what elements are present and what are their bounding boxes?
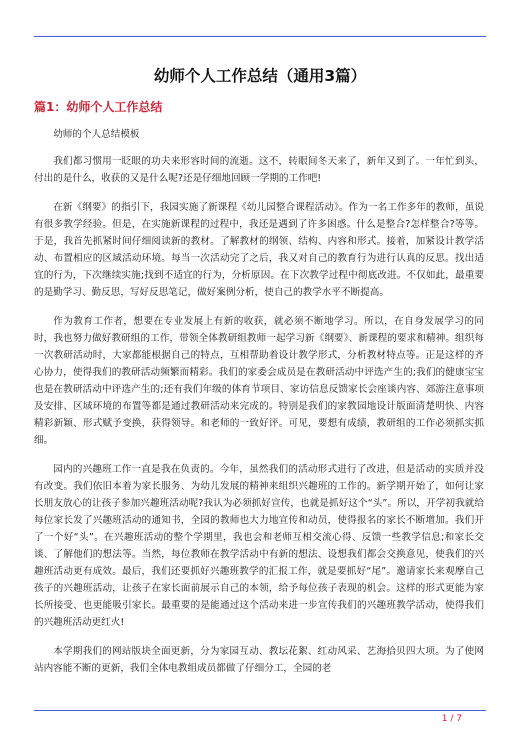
paragraph-interest-class: 园内的兴趣班工作一直是我在负责的。今年，虽然我们的活动形式进行了改进，但是活动的实质并没有改变。我们依旧本着为家长服务、为幼儿发展的精神来组织兴趣班的工作的。新学期开始了，如何让家长朋友放心的让孩子参加兴趣班活动呢?我认为必须抓好宣传，也就是抓好这个“头”。所以，开学初我就给每位家长发了兴趣班活动的通知书，全园的教师也大力地宣传和动员，使得报名的家长不断增加。我们开了一个好“头”。在兴趣班活动的整个学期里，我也会和老师互相交流心得、反馈一些教学信息;和家长交谈、了解他们的想法等。当然，每位教师在教学活动中有新的想法、设想我们都会交换意见，使我们的兴趣班活动更有成效。最后，我们还要抓好兴趣班教学的汇报工作，就是要抓好“尾”。邀请家长来观摩自己孩子的兴趣班活动，让孩子在家长面前展示自己的本领，给予每位孩子表现的机会。这样的形式更能为家长所接受、也更能吸引家长。最重要的是能通过这个活动来进一步宣传我们的兴趣班教学活动，使得我们的兴趣班活动更红火! [34,464,484,628]
footer-rule [34,710,486,711]
header-rule [34,36,486,37]
section-heading: 篇1：幼师个人工作总结 [34,100,163,114]
paragraph-template-label: 幼师的个人总结模板 [53,129,140,140]
paragraph-teaching-research: 作为教育工作者，想要在专业发展上有新的收获，就必须不断地学习。所以，在自身发展学习的同时，我也努力做好教研组的工作，带领全体教研组教师一起学习新《纲要》、新课程的要求和精神。组织每一次教研活动时，大家都能根据自己的特点，互相帮助着设计教学形式，分析教材特点等。正是这样的齐心协力，使得我们的教研活动频繁而精彩。我们的家委会成员是在教研活动中评选产生的;我们的健康宝宝也是在教研活动中评选产生的;还有我们年级的体育节项目、家访信息反馈家长会座谈内容、郊游注意事项及安排、区域环境的布置等都是通过教研活动来完成的。特别是我们的家教园地设计版面清楚明快、内容精彩新颖、形式赋予变换，获得领导。和老师的一致好评。可见，要想有成绩，教研组的工作必须抓实抓细。 [34,316,484,446]
page-indicator: 1 / 7 [441,714,462,724]
document-title: 幼师个人工作总结（通用3篇） [153,67,367,85]
paragraph-curriculum: 在新《纲要》的指引下，我园实施了新课程《幼儿园整合课程活动》。作为一名工作多年的教师，虽说有很多教学经验。但是，在实施新课程的过程中，我还是遇到了许多困惑。什么是整合?怎样整合?等等。于是，我首先抓紧时间仔细阅读新的教材。了解教材的纲领、结构、内容和形式。接着，加紧设计教学活动、布置相应的区域活动环境。每当一次活动完了之后，我又对自己的教育行为进行认真的反思。找出适宜的行为，下次继续实施;找到不适宜的行为，分析原因。在下次教学过程中彻底改进。不仅如此，最重要的是勤学习、勤反思，写好反思笔记，做好案例分析，使自己的教学水平不断提高。 [34,202,484,298]
document-body [34,126,484,689]
paragraph-website: 本学期我们的网站版块全面更新，分为家园互动、教坛花絮、红动风采、艺海拾贝四大项。为了使网站内容能不断的更新，我们全体电教组成员都做了仔细分工，全园的老 [34,646,484,674]
paragraph-intro: 我们都习惯用一眨眼的功夫来形容时间的流逝。这不，转眼间冬天来了，新年又到了。一年忙到头，付出的是什么，收获的又是什么呢?还是仔细地回顾一学期的工作吧! [34,156,484,184]
